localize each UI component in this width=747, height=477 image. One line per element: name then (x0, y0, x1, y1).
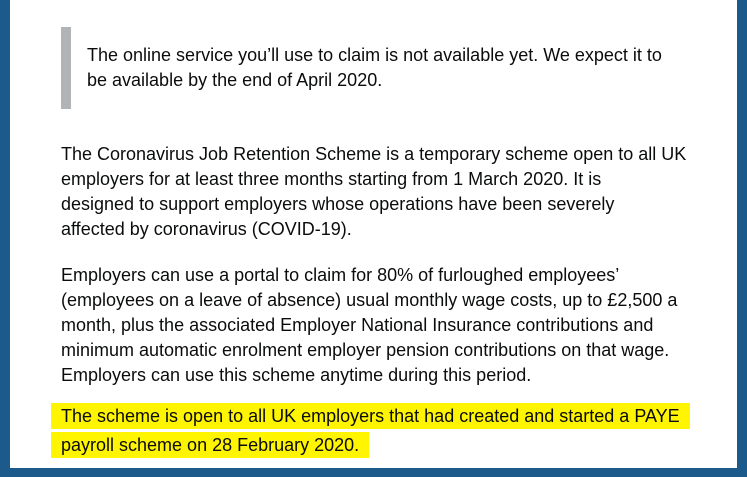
paragraph-line: affected by coronavirus (COVID-19). (61, 219, 352, 239)
paragraph-line: minimum automatic enrolment employer pension contributions on that wage. (61, 340, 670, 360)
inset-text-line-1: The online service you’ll use to claim is not available yet. We expect it to (87, 45, 662, 65)
paragraph-line: (employees on a leave of absence) usual monthly wage costs, up to £2,500 a (61, 290, 678, 310)
paragraph-line: Employers can use a portal to claim for 80% of furloughed employees’ (61, 265, 620, 285)
scheme-description-paragraph (61, 142, 721, 242)
paragraph-line: Employers can use this scheme anytime during this period. (61, 365, 532, 385)
portal-claim-paragraph (61, 263, 721, 388)
highlight-line-2 (51, 433, 711, 458)
inset-text-line-2: be available by the end of April 2020. (87, 70, 383, 90)
paragraph-line: The Coronavirus Job Retention Scheme is a temporary scheme open to all UK (61, 144, 687, 164)
highlighted-eligibility-paragraph (51, 404, 711, 458)
paragraph-line: month, plus the associated Employer National Insurance contributions and (61, 315, 654, 335)
highlighted-text: payroll scheme on 28 February 2020. (51, 432, 369, 458)
page-content (10, 0, 737, 468)
highlighted-text: The scheme is open to all UK employers that had created and started a PAYE (51, 403, 690, 429)
paragraph-line: employers for at least three months starting from 1 March 2020. It is (61, 169, 602, 189)
highlight-line-1 (51, 404, 711, 429)
inset-notice (61, 27, 681, 109)
paragraph-line: designed to support employers whose operations have been severely (61, 194, 615, 214)
